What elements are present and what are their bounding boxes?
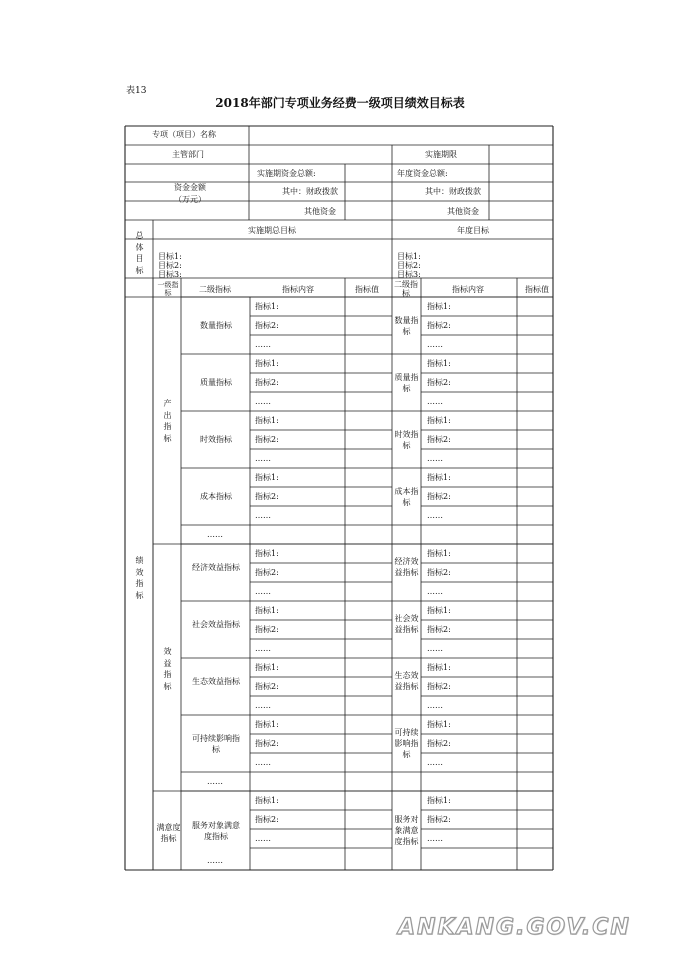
indicator-1-left: 指标1:: [255, 720, 279, 729]
level2-more-left: ……: [207, 530, 223, 539]
year-content-header: 指标内容: [452, 285, 484, 294]
indicator-2-left: 指标2:: [255, 435, 279, 444]
impl-goal-2: 目标2:: [158, 261, 182, 270]
level2-right-4: 经济效益指标: [394, 557, 419, 577]
year-other-funds-label: 其他资金: [447, 207, 479, 216]
indicator-more-right: ……: [427, 701, 443, 710]
indicator-more-left: ……: [255, 511, 271, 520]
year-goal-3: 目标3:: [397, 270, 421, 279]
indicator-more-right: ……: [427, 340, 443, 349]
level2-right-0: 数量指标: [394, 315, 419, 336]
perf-indicator-label: 绩效指标: [135, 556, 144, 600]
indicator-1-right: 指标1:: [427, 663, 451, 672]
impl-goal-1: 目标1:: [158, 252, 182, 261]
indicator-1-left: 指标1:: [255, 359, 279, 368]
level2-left-7: 可持续影响指标: [192, 733, 240, 754]
year-goal-1: 目标1:: [397, 252, 421, 261]
impl-other-funds-label: 其他资金: [304, 207, 336, 216]
indicator-1-right: 指标1:: [427, 302, 451, 311]
indicator-more-right: ……: [427, 397, 443, 406]
indicator-more-right: ……: [427, 587, 443, 596]
indicator-2-left: 指标2:: [255, 321, 279, 330]
table-number: 表13: [126, 86, 147, 96]
indicator-more-left: ……: [255, 454, 271, 463]
impl-goal-3: 目标3:: [158, 270, 182, 279]
indicator-1-right: 指标1:: [427, 359, 451, 368]
indicator-2-right: 指标2:: [427, 321, 451, 330]
indicator-1-right: 指标1:: [427, 796, 451, 805]
indicator-2-left: 指标2:: [255, 568, 279, 577]
total-year-funds-label: 年度资金总额:: [397, 169, 448, 178]
indicator-1-left: 指标1:: [255, 416, 279, 425]
year-level2-header: 二级指标: [394, 280, 418, 298]
indicator-more-left: ……: [255, 340, 271, 349]
level1-header: 一级指标: [157, 281, 179, 297]
level2-left-1: 质量指标: [200, 378, 232, 387]
indicator-1-right: 指标1:: [427, 606, 451, 615]
indicator-more-right: ……: [427, 758, 443, 767]
benefit-indicator-label: 效益指标: [163, 647, 172, 691]
indicator-2-right: 指标2:: [427, 492, 451, 501]
year-fin-funds-label: 其中：财政拨款: [425, 187, 481, 196]
overall-goal-label: 总体目标: [135, 231, 144, 275]
value-header: 指标值: [355, 285, 379, 294]
impl-fin-funds-label: 其中：财政拨款: [282, 187, 338, 196]
indicator-1-left: 指标1:: [255, 549, 279, 558]
level2-left-8: 服务对象满意度指标: [192, 820, 240, 841]
year-value-header: 指标值: [525, 285, 549, 294]
indicator-2-left: 指标2:: [255, 625, 279, 634]
level2-left-4: 经济效益指标: [192, 562, 240, 572]
indicator-1-right: 指标1:: [427, 720, 451, 729]
indicator-2-right: 指标2:: [427, 682, 451, 691]
indicator-2-left: 指标2:: [255, 378, 279, 387]
level2-left-3: 成本指标: [200, 492, 232, 501]
year-goal-2: 目标2:: [397, 261, 421, 270]
indicator-2-left: 指标2:: [255, 492, 279, 501]
indicator-1-left: 指标1:: [255, 473, 279, 482]
year-goal-header: 年度目标: [457, 226, 489, 235]
watermark: ANKANG.GOV.CN: [398, 915, 631, 940]
indicator-more-right: ……: [427, 644, 443, 653]
indicator-more-right: ……: [427, 834, 443, 843]
funds-label: 资金金额 （万元）: [174, 183, 206, 204]
project-name-label: 专项（项目）名称: [152, 130, 216, 139]
indicator-1-left: 指标1:: [255, 663, 279, 672]
indicator-more-left: ……: [255, 587, 271, 596]
indicator-2-right: 指标2:: [427, 568, 451, 577]
level2-left-2: 时效指标: [200, 435, 232, 444]
level2-right-7: 可持续影响指标: [394, 728, 419, 759]
indicator-2-right: 指标2:: [427, 815, 451, 824]
indicator-1-left: 指标1:: [255, 796, 279, 805]
indicator-2-right: 指标2:: [427, 378, 451, 387]
dept-label: 主管部门: [172, 150, 204, 159]
level2-right-2: 时效指标: [394, 429, 419, 450]
period-label: 实施期限: [425, 150, 457, 159]
level2-more-left: ……: [207, 856, 223, 865]
total-impl-funds-label: 实施期资金总额:: [257, 169, 316, 178]
level2-left-0: 数量指标: [200, 321, 232, 330]
level2-more-left: ……: [207, 777, 223, 786]
satisfaction-indicator-label: 满意度指标: [156, 823, 181, 843]
indicator-more-left: ……: [255, 834, 271, 843]
indicator-more-left: ……: [255, 758, 271, 767]
page-title: 2018年部门专项业务经费一级项目绩效目标表: [215, 96, 465, 110]
indicator-2-right: 指标2:: [427, 435, 451, 444]
level2-right-6: 生态效益指标: [394, 671, 419, 691]
indicator-1-right: 指标1:: [427, 549, 451, 558]
indicator-more-right: ……: [427, 511, 443, 520]
level2-right-8: 服务对象满意度指标: [394, 815, 419, 846]
level2-left-5: 社会效益指标: [192, 619, 240, 629]
indicator-1-right: 指标1:: [427, 416, 451, 425]
impl-goal-header: 实施期总目标: [248, 226, 296, 235]
indicator-more-left: ……: [255, 701, 271, 710]
level2-right-5: 社会效益指标: [394, 614, 419, 634]
indicator-1-right: 指标1:: [427, 473, 451, 482]
level2-header: 二级指标: [199, 285, 231, 294]
indicator-more-left: ……: [255, 397, 271, 406]
indicator-more-right: ……: [427, 454, 443, 463]
level2-right-3: 成本指标: [394, 486, 419, 507]
content-header: 指标内容: [282, 285, 314, 294]
level2-left-6: 生态效益指标: [192, 676, 240, 686]
indicator-2-right: 指标2:: [427, 625, 451, 634]
indicator-1-left: 指标1:: [255, 606, 279, 615]
level2-right-1: 质量指标: [394, 372, 419, 393]
indicator-2-left: 指标2:: [255, 739, 279, 748]
output-indicator-label: 产出指标: [163, 399, 172, 443]
indicator-more-left: ……: [255, 644, 271, 653]
indicator-2-left: 指标2:: [255, 682, 279, 691]
indicator-2-left: 指标2:: [255, 815, 279, 824]
indicator-1-left: 指标1:: [255, 302, 279, 311]
indicator-2-right: 指标2:: [427, 739, 451, 748]
